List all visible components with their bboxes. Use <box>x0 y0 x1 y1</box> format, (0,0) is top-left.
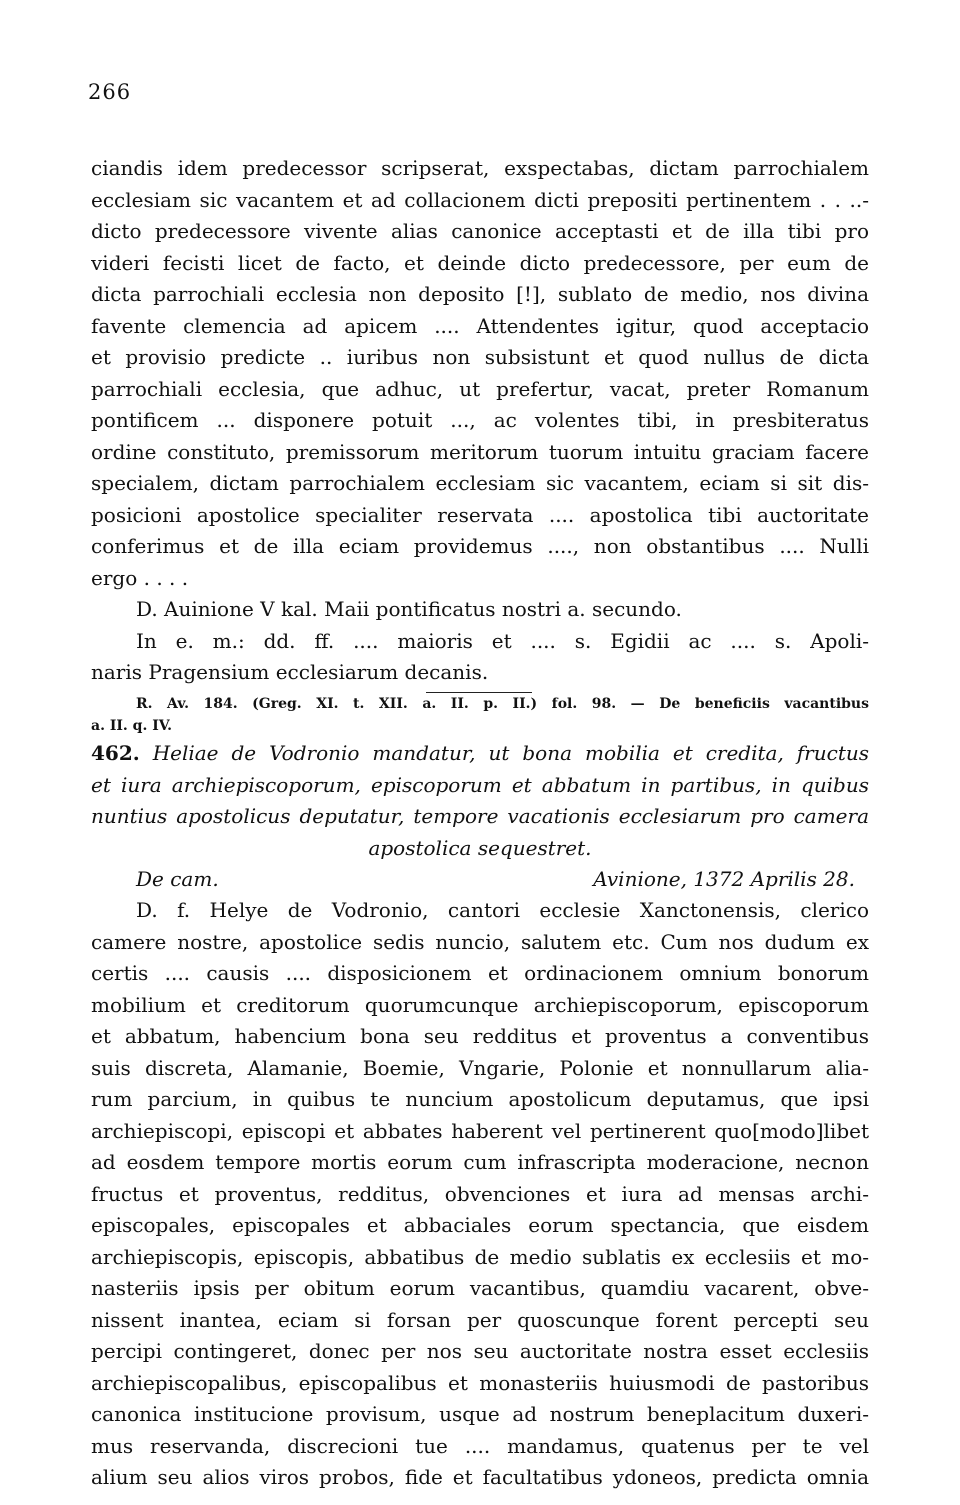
section-meta <box>91 864 869 896</box>
section-heading <box>91 738 869 896</box>
text-line: et abbatum, habencium bona seu redditus et proventus a conventibus <box>91 1024 869 1048</box>
section-divider <box>426 692 532 693</box>
text-line: specialem, dictam parrochialem ecclesiam sic vacantem, eciam si sit dis- <box>91 471 869 495</box>
section-title-line: apostolica sequestret. <box>368 835 592 860</box>
source-reference-cont: a. II. q. IV. <box>91 717 173 734</box>
text-line: certis .... causis .... disposicionem et ordinacionem omnium bonorum <box>91 961 869 985</box>
source-reference: R. Av. 184. (Greg. XI. t. XII. a. II. p. II.) fol. 98. — De beneficiis vacantibus <box>136 695 869 712</box>
text-line: dicta parrochiali ecclesia non deposito [!], sublato de medio, nos divina <box>91 282 869 306</box>
text-line: ordine constituto, premissorum meritorum tuorum intuitu graciam facere <box>91 439 869 464</box>
text-line: fructus et proventus, redditus, obvenciones et iura ad mensas archi- <box>91 1181 869 1206</box>
text-line: ad eosdem tempore mortis eorum cum infrascripta moderacione, necnon <box>91 1150 869 1174</box>
page-number: 266 <box>88 80 132 104</box>
section-number: 462. <box>91 741 140 765</box>
text-line: rum parcium, in quibus te nuncium apostolicum deputamus, que ipsi <box>91 1087 869 1111</box>
section-body <box>91 895 869 1494</box>
text-line: parrochiali ecclesia, que adhuc, ut prefertur, vacat, preter Romanum <box>91 376 869 401</box>
continuation-body <box>91 153 869 737</box>
text-line: canonica institucione provisum, usque ad nostrum beneplacitum duxeri- <box>91 1402 869 1426</box>
text-line: camere nostre, apostolice sedis nuncio, salutem etc. Cum nos dudum ex <box>91 929 869 954</box>
text-line: et provisio predicte .. iuribus non subsistunt et quod nullus de dicta <box>91 345 869 369</box>
text-line: percipi contingeret, donec per nos seu auctoritate nostra esset ecclesiis <box>91 1339 869 1363</box>
text-line: episcopales, episcopales et abbaciales eorum spectancia, que eisdem <box>91 1213 869 1237</box>
text-line: archiepiscopalibus, episcopalibus et monasteriis huiusmodi de pastoribus <box>91 1370 869 1395</box>
text-line: nissent inantea, eciam si forsan per quoscunque forent percepti seu <box>91 1307 869 1332</box>
text-line: ciandis idem predecessor scripserat, exspectabas, dictam parrochialem <box>91 156 869 180</box>
text-line: nasteriis ipsis per obitum eorum vacantibus, quamdiu vacarent, obve- <box>91 1276 869 1300</box>
text-line: videri fecisti licet de facto, et deinde dicto predecessore, per eum de <box>91 250 869 275</box>
section-title-line: nuntius apostolicus deputatur, tempore vacationis ecclesiarum pro camera <box>91 804 869 828</box>
text-line: mobilium et creditorum quorumcunque archiepiscoporum, episcoporum <box>91 992 869 1017</box>
text-line: conferimus et de illa eciam providemus ...., non obstantibus .... Nulli <box>91 534 869 558</box>
text-line: mus reservanda, discrecioni tue .... mandamus, quatenus per te vel <box>91 1433 869 1458</box>
section-meta-left: De cam. <box>136 867 219 891</box>
text-line-last: ergo . . . . <box>91 565 189 590</box>
date-line: D. Auinione V kal. Maii pontificatus nostri a. secundo. <box>136 597 682 621</box>
in-eundem-modum-line-cont: naris Pragensium ecclesiarum decanis. <box>91 660 489 684</box>
text-line: favente clemencia ad apicem .... Attendentes igitur, quod acceptacio <box>91 313 869 338</box>
text-line: archiepiscopis, episcopis, abbatibus de medio sublatis ex ecclesiis et mo- <box>91 1244 869 1269</box>
section-meta-right: Avinione, 1372 Aprilis 28. <box>593 867 855 891</box>
in-eundem-modum-line: In e. m.: dd. ff. .... maioris et .... s. Egidii ac .... s. Apoli- <box>136 628 869 653</box>
text-line: dicto predecessore vivente alias canonice acceptasti et de illa tibi pro <box>91 219 869 243</box>
text-line: pontificem ... disponere potuit ..., ac volentes tibi, in presbiteratus <box>91 408 869 432</box>
text-line: alium seu alios viros probos, fide et facultatibus ydoneos, predicta omnia <box>91 1465 869 1489</box>
section-title-text: Heliae de Vodronio mandatur, ut bona mobilia et credita, fructus <box>152 741 869 765</box>
text-line: suis discreta, Alamanie, Boemie, Vngarie, Polonie et nonnullarum alia- <box>91 1055 869 1080</box>
text-line: ecclesiam sic vacantem et ad collacionem dicti prepositi pertinentem . . ..- <box>91 187 869 212</box>
text-line: D. f. Helye de Vodronio, cantori ecclesie Xanctonensis, clerico <box>136 898 869 922</box>
section-title-line <box>91 738 869 770</box>
text-line: archiepiscopi, episcopi et abbates haberent vel pertinerent quo[modo]libet <box>91 1118 869 1143</box>
text-line: posicioni apostolice specialiter reservata .... apostolica tibi auctoritate <box>91 502 869 527</box>
section-title-line: et iura archiepiscoporum, episcoporum et abbatum in partibus, in quibus <box>91 772 869 797</box>
